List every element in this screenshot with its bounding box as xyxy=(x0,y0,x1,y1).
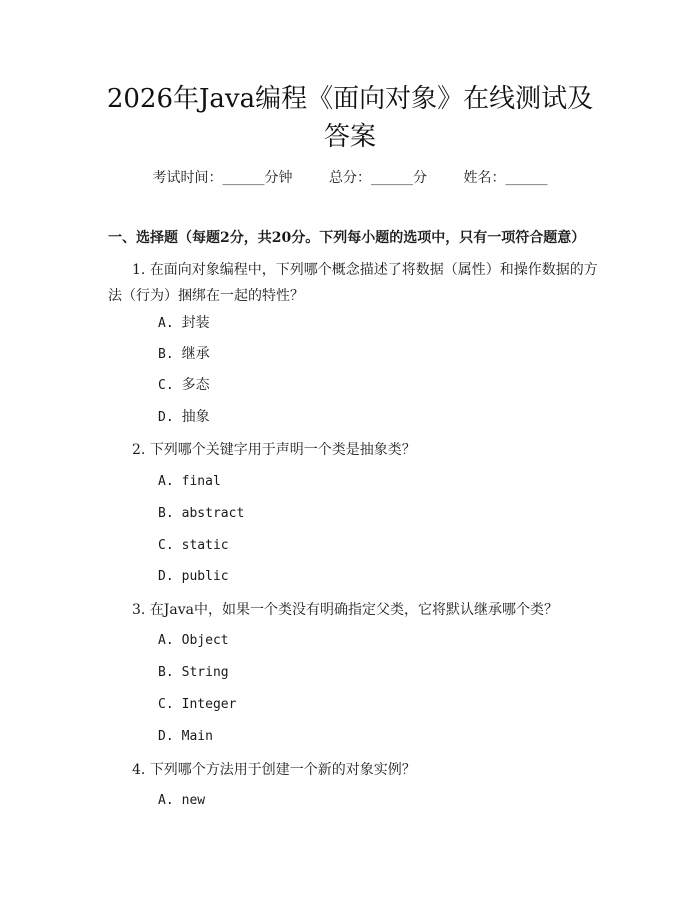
option-letter: A. xyxy=(158,793,174,808)
option-text: 多态 xyxy=(181,377,210,393)
option-1a[interactable] xyxy=(158,313,210,334)
option-letter: A. xyxy=(158,474,174,489)
option-3b[interactable] xyxy=(158,663,229,683)
option-text: String xyxy=(181,665,229,680)
option-letter: A. xyxy=(158,316,174,331)
option-3d[interactable] xyxy=(158,727,213,747)
option-letter: D. xyxy=(158,729,174,744)
question-text-continued: 法（行为）捆绑在一起的特性？ xyxy=(108,288,304,304)
section-heading: 一、选择题（每题2分，共20分。下列每小题的选项中，只有一项符合题意） xyxy=(108,230,586,246)
question-number: 2. xyxy=(132,442,146,458)
option-letter: C. xyxy=(158,538,174,553)
option-text: new xyxy=(181,793,206,808)
question-2 xyxy=(132,437,602,463)
option-1c[interactable] xyxy=(158,375,210,396)
question-number: 4. xyxy=(132,762,146,778)
question-text: 下列哪个关键字用于声明一个类是抽象类？ xyxy=(149,442,416,458)
name-field: 姓名：______ xyxy=(463,170,548,186)
total-score-field: 总分：______分 xyxy=(329,170,427,186)
question-1 xyxy=(132,257,602,283)
option-text: 抽象 xyxy=(181,409,210,425)
option-text: Integer xyxy=(181,697,237,712)
option-2c[interactable] xyxy=(158,536,229,556)
option-letter: D. xyxy=(158,410,174,425)
question-number: 1. xyxy=(132,262,146,278)
option-text: static xyxy=(181,538,229,553)
question-4 xyxy=(132,757,602,783)
title-line-2: 答案 xyxy=(323,122,376,152)
option-letter: B. xyxy=(158,347,174,362)
option-text: public xyxy=(181,569,229,584)
option-letter: B. xyxy=(158,665,174,680)
option-text: final xyxy=(181,474,221,489)
option-text: Object xyxy=(181,633,229,648)
exam-time-field: 考试时间：______分钟 xyxy=(152,170,293,186)
option-1b[interactable] xyxy=(158,344,210,365)
option-4a[interactable] xyxy=(158,791,205,811)
option-text: abstract xyxy=(181,506,245,521)
option-letter: C. xyxy=(158,378,174,393)
option-3c[interactable] xyxy=(158,695,236,715)
option-2d[interactable] xyxy=(158,567,229,587)
option-letter: B. xyxy=(158,506,174,521)
question-3 xyxy=(132,597,602,623)
title-line-1: 2026年Java编程《面向对象》在线测试及 xyxy=(106,84,594,114)
option-1d[interactable] xyxy=(158,407,210,428)
option-3a[interactable] xyxy=(158,631,229,651)
question-text: 下列哪个方法用于创建一个新的对象实例？ xyxy=(149,762,416,778)
option-2a[interactable] xyxy=(158,472,221,492)
question-number: 3. xyxy=(132,602,146,618)
option-2b[interactable] xyxy=(158,504,244,524)
question-text: 在面向对象编程中，下列哪个概念描述了将数据（属性）和操作数据的方 xyxy=(149,262,598,278)
option-letter: D. xyxy=(158,569,174,584)
question-1-continued xyxy=(108,283,608,309)
option-text: 封装 xyxy=(181,315,210,331)
exam-meta xyxy=(0,168,700,188)
question-text: 在Java中，如果一个类没有明确指定父类，它将默认继承哪个类？ xyxy=(149,602,559,618)
option-text: 继承 xyxy=(181,346,210,362)
option-letter: C. xyxy=(158,697,174,712)
option-letter: A. xyxy=(158,633,174,648)
page-title xyxy=(90,80,610,156)
option-text: Main xyxy=(181,729,213,744)
